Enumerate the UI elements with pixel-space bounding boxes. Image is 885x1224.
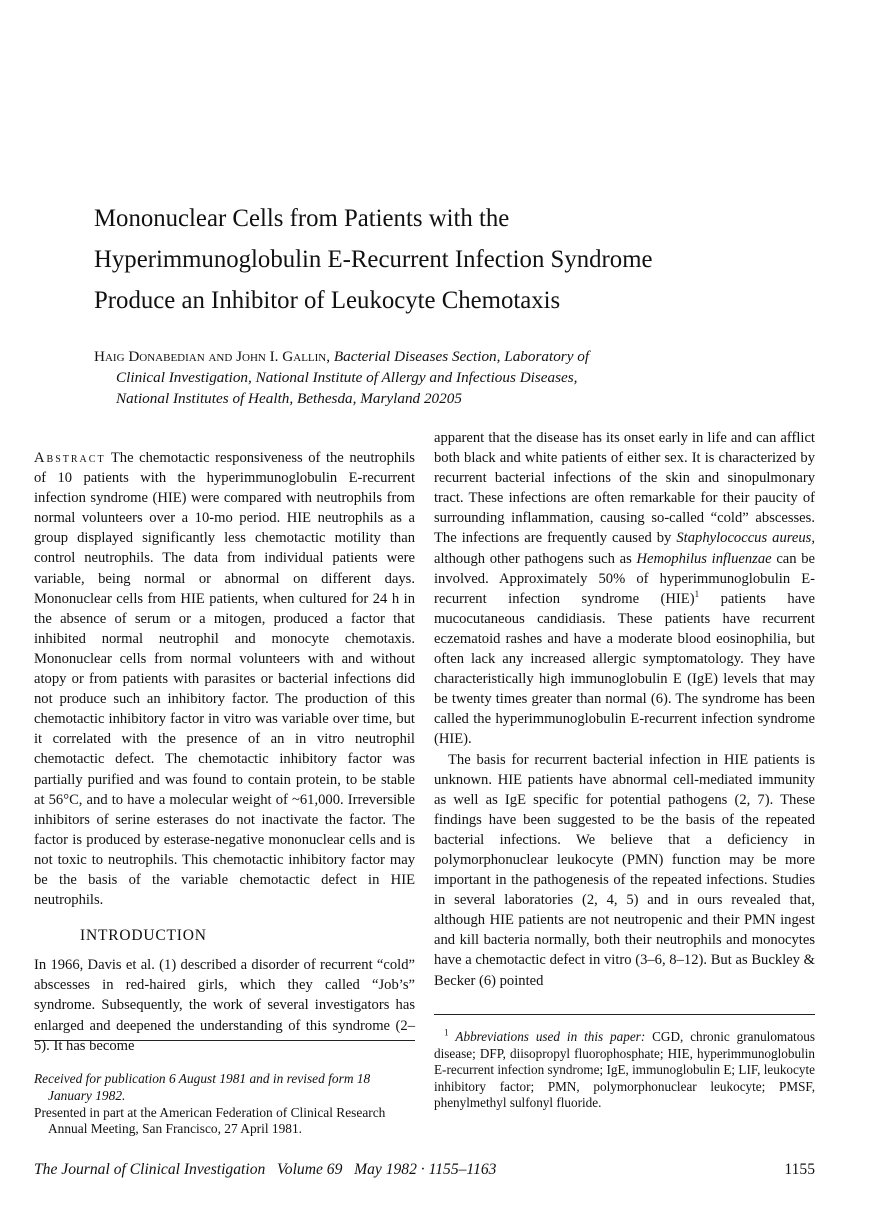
title-line: Mononuclear Cells from Patients with the (94, 205, 510, 232)
publication-footnote (34, 1040, 415, 1138)
footnote-marker[interactable]: 1 (694, 588, 700, 599)
affiliation-line: Clinical Investigation, National Institute of Allergy and Infectious Diseases, (116, 369, 578, 386)
section-heading-introduction: INTRODUCTION (80, 927, 207, 945)
affiliation-line: National Institutes of Health, Bethesda, Maryland 20205 (116, 390, 462, 407)
title-line: Produce an Inhibitor of Leukocyte Chemotaxis (94, 287, 561, 314)
presented-note: Presented in part at the American Federation of Clinical Research Annual Meeting, San Francisco, 27 April 1981. (34, 1104, 386, 1137)
footnote-label: Abbreviations used in this paper: (455, 1029, 646, 1044)
intro-paragraph: In 1966, Davis et al. (1) described a disorder of recurrent “cold” abscesses in red-haired girls, which they called “Job’s” syndrome. Subsequently, the work of several investigators has enlarged and deepened the understanding of this syndrome (2–5). It has become (34, 957, 415, 1054)
left-column (34, 448, 415, 1056)
journal-name: The Journal of Clinical Investigation (34, 1161, 266, 1178)
abstract-text: The chemotactic responsiveness of the neutrophils of 10 patients with the hyperimmunoglobulin E-recurrent infection syndrome (HIE) were compared with neutrophils from normal volunteers over a 10-mo period. HIE neutrophils as a group displayed significantly less chemotactic motility than control neutrophils. The data from individual patients were variable, being normal or abnormal on different days. Mononuclear cells from HIE patients, when cultured for 24 h in the absence of serum or a mitogen, produced a factor that inhibited normal neutrophil and monocyte chemotaxis. Mononuclear cells from normal volunteers with and without atopy or from patients with parasites or bacterial infections did not produce such an inhibitory factor. The production of this chemotactic inhibitory factor in vitro was variable over time, but it correlated with the presence of an in vitro neutrophil chemotactic defect. The chemotactic inhibitory factor was partially purified and was found to contain protein, to be stable at 56°C, and to have a molecular weight of ~61,000. Irreversible inhibitors of serine esterases do not inactivate the factor. The factor is produced by esterase-negative mononuclear cells and is not toxic to neutrophils. This chemotactic inhibitory factor may be the basis of the variable chemotactic defect in HIE neutrophils. (34, 450, 415, 909)
intro-paragraph: The basis for recurrent bacterial infection in HIE patients is unknown. HIE patients have abnormal cell-mediated immunity as well as IgE specific for potential pathogens (2, 7). These findings have been suggested to be the basis of the repeated bacterial infections. We believe that a deficiency in polymorphonuclear leukocyte (PMN) function may be more important in the pathogenesis of the repeated infections. Studies in several laboratories (2, 4, 5) and in ours revealed that, although HIE patients are not neutropenic and their PMN ingest and kill bacteria normally, both their neutrophils and monocytes have a chemotactic defect in vitro (3–6, 8–12). But as Buckley & Becker (6) pointed (434, 751, 815, 989)
abstract-label: Abstract (34, 450, 106, 466)
affiliation-line: Bacterial Diseases Section, Laboratory of (333, 348, 590, 365)
species-name: Hemophilus influenzae (636, 550, 772, 567)
abbreviations-footnote (434, 1014, 815, 1112)
title-line: Hyperimmunoglobulin E-Recurrent Infection Syndrome (94, 246, 653, 273)
author-names: Haig Donabedian and John I. Gallin, (94, 348, 331, 365)
author-affiliation-block (94, 346, 814, 409)
article-title (94, 198, 834, 321)
species-name: Staphylococcus aureus, (676, 530, 815, 547)
received-note: Received for publication 6 August 1981 and in revised form 18 January 1982. (34, 1071, 371, 1103)
intro-paragraph-continued: apparent that the disease has its onset early in life and can afflict both black and white patients of either sex. It is characterized by recurrent bacterial infections of the skin and sinopulmonary tract. These infections are often remarkable for their paucity of surrounding inflammation, causing so-called “cold” abscesses. The infections are frequently caused by Staphylococcus aureus, although other pathogens such as Hemophilus influenzae can be involved. Approximately 50% of hyperimmunoglobulin E-recurrent infection syndrome (HIE)$^1$ patients have mucocutaneous candidiasis. These patients have recurrent eczematoid rashes and have a moderate blood eosinophilia, but often lack any increased allergic symptomatology. They have characteristically high immunoglobulin E (IgE) levels that may be twenty times greater than normal (6). The syndrome has been called the hyperimmunoglobulin E-recurrent infection syndrome (HIE). (434, 430, 815, 748)
page-footer (34, 1160, 815, 1180)
page-number: 1155 (784, 1161, 815, 1178)
journal-issue: May 1982 · 1155–1163 (354, 1161, 497, 1178)
footnote-text: CGD, chronic granulomatous disease; DFP, diisopropyl fluorophosphate; HIE, hyperimmunoglobulin E-recurrent infection syndrome; IgE, immunoglobulin E; LIF, leukocyte inhibitory factor; PMN, polymorphonuclear leukocyte; PMSF, phenylmethyl sulfonyl fluoride. (434, 1029, 816, 1111)
journal-volume: Volume 69 (277, 1161, 343, 1178)
right-column (434, 428, 815, 991)
footnote-number: 1 (444, 1027, 449, 1038)
abstract (34, 448, 415, 910)
